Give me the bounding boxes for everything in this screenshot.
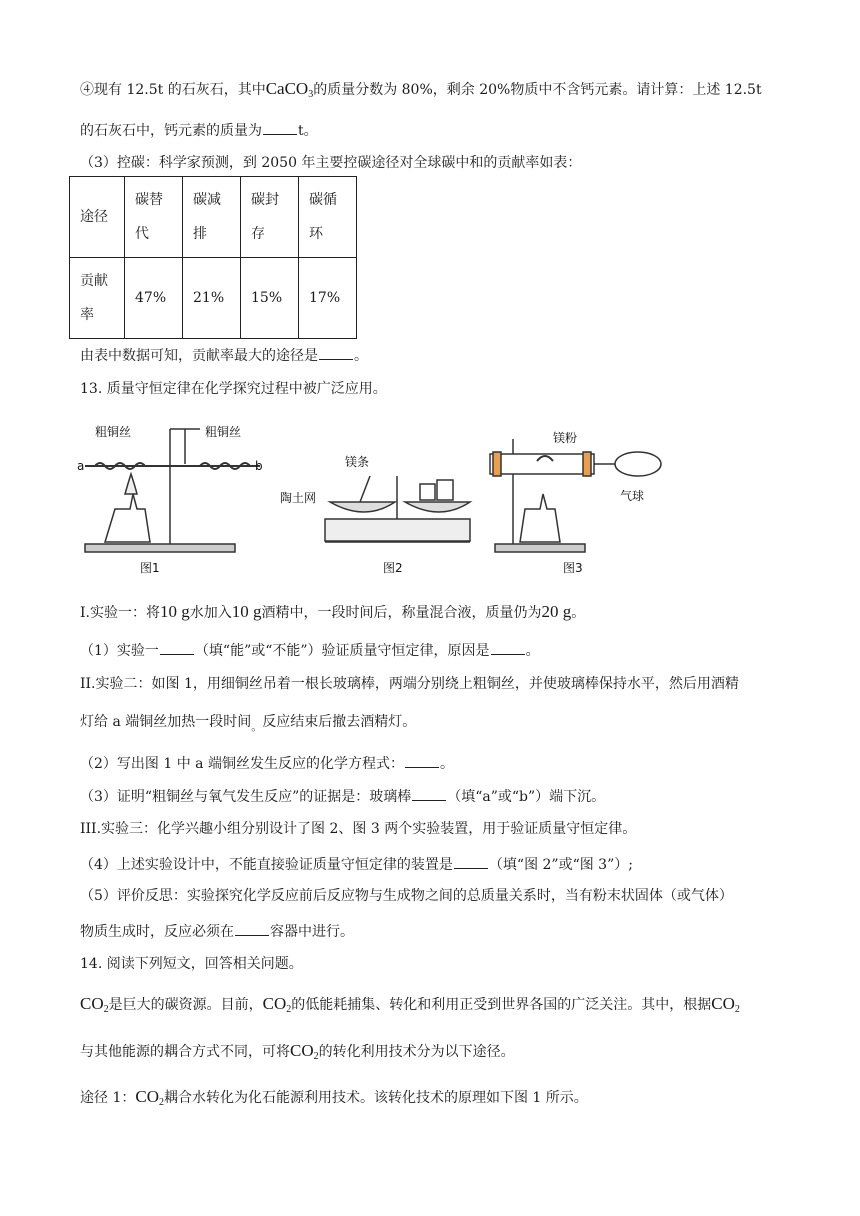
q12-line2: 的石灰石中，钙元素的质量为 t。 [80, 123, 318, 139]
answer-blank[interactable] [454, 856, 488, 869]
label-copper-wire-right: 粗铜丝 [205, 425, 242, 439]
label-end-b: b [255, 459, 263, 473]
label-end-a: a [77, 459, 85, 473]
q13-q5-line2: 物质生成时，反应必须在 容器中进行。 [80, 924, 354, 940]
q13-q5-line1: （5）评价反思：实验探究化学反应前后反应物与生成物之间的总质量关系时，当有粉末状固体（或气体） [80, 888, 733, 904]
apparatus-figures [75, 414, 675, 584]
figure-1-caption: 图1 [140, 561, 160, 575]
q14-route1: 途径 1：$CO_2$耦合水转化为化石能源利用技术。该转化技术的原理如下图 1 所示。 [80, 1087, 588, 1108]
table-header-cell: 碳封 存 [241, 177, 299, 258]
co2-formula: $CO_2$ [262, 994, 292, 1015]
q13-q3: （3）证明“粗铜丝与氧气发生反应”的证据是：玻璃棒 （填“a”或“b”）端下沉。 [80, 789, 606, 805]
label-copper-wire-left: 粗铜丝 [95, 425, 132, 439]
label-balloon: 气球 [620, 489, 645, 503]
answer-blank[interactable] [235, 923, 269, 936]
answer-blank[interactable] [491, 642, 525, 655]
co2-formula: $CO_2$ [135, 1087, 164, 1108]
table-row [70, 258, 357, 339]
table-row-label: 贡献 率 [70, 258, 125, 339]
q13-exp3: III.实验三：化学兴趣小组分别设计了图 2、图 3 两个实验装置，用于验证质量守恒定律。 [80, 821, 637, 837]
q12-sub3: （3）控碳：科学家预测，到 2050 年主要控碳途径对全球碳中和的贡献率如表： [80, 155, 582, 171]
figure-2-diagram [325, 476, 470, 542]
q14-p1: $CO_2$是巨大的碳资源。目前，$CO_2$的低能耗捕集、转化和利用正受到世界各国的广泛关注。其中，根据$CO_2$ [80, 994, 740, 1015]
table-header-cell: 碳减 排 [183, 177, 241, 258]
table-header-cell: 碳替 代 [125, 177, 183, 258]
co2-formula: $CO_2$ [711, 994, 740, 1015]
table-header-row [70, 177, 357, 258]
q12-after-table: 由表中数据可知，贡献率最大的途径是 。 [80, 348, 368, 364]
answer-blank[interactable] [405, 755, 439, 768]
q13-exp1: I.实验一：将10 g水加入10 g酒精中，一段时间后，称量混合液，质量仍为20 g。 [80, 602, 586, 621]
q13-q4: （4）上述实验设计中，不能直接验证质量守恒定律的装置是 （填“图 2”或“图 3”）; [80, 857, 633, 873]
contribution-table [69, 176, 357, 339]
q13-title: 13. 质量守恒定律在化学探究过程中被广泛应用。 [80, 381, 387, 397]
co2-formula: $CO_2$ [290, 1041, 319, 1062]
table-header-cell: 碳循 环 [299, 177, 357, 258]
label-ceramic-mesh: 陶土网 [280, 491, 317, 505]
q13-q2: （2）写出图 1 中 a 端铜丝发生反应的化学方程式： 。 [80, 756, 454, 772]
q13-exp2-line2: 灯给 a 端铜丝加热一段时间$_。$反应结束后撤去酒精灯。 [80, 714, 417, 733]
table-header-cell: 途径 [70, 177, 125, 258]
answer-blank[interactable] [412, 788, 446, 801]
co2-formula: $CO_2$ [80, 994, 109, 1015]
label-magnesium-powder: 镁粉 [553, 431, 578, 445]
table-cell: 15% [241, 258, 299, 339]
q14-title: 14. 阅读下列短文，回答相关问题。 [80, 956, 303, 972]
caco3-formula: CaCO$_3$ [265, 79, 314, 100]
q14-p2: 与其他能源的耦合方式不同，可将$CO_2$的转化利用技术分为以下途径。 [80, 1041, 515, 1062]
answer-blank[interactable] [160, 642, 194, 655]
answer-blank[interactable] [319, 347, 353, 360]
q12-line1: ④现有 12.5t 的石灰石，其中CaCO$_3$的质量分数为 80%，剩余 20%物质中不含钙元素。请计算：上述 12.5t [80, 79, 762, 100]
table-cell: 47% [125, 258, 183, 339]
q13-exp2-line1: II.实验二：如图 1，用细铜丝吊着一根长玻璃棒，两端分别绕上粗铜丝，并使玻璃棒保持水平，然后用酒精 [80, 676, 739, 692]
answer-blank[interactable] [263, 122, 297, 135]
q13-q1: （1）实验一 （填“能”或“不能”）验证质量守恒定律，原因是 。 [80, 643, 540, 659]
table-cell: 17% [299, 258, 357, 339]
label-magnesium-strip: 镁条 [345, 455, 370, 469]
figure-3-caption: 图3 [563, 561, 583, 575]
figure-1-diagram [85, 429, 260, 552]
table-cell: 21% [183, 258, 241, 339]
figure-2-caption: 图2 [383, 561, 403, 575]
